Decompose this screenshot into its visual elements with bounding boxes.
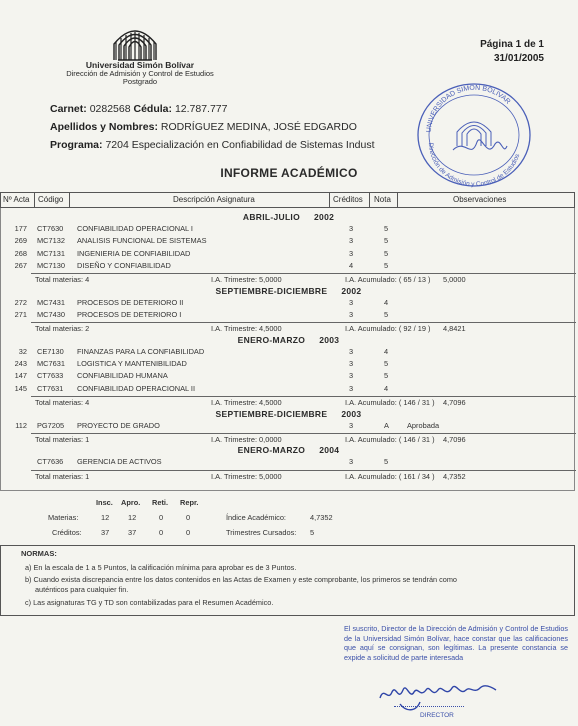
notes-title: NORMAS: — [21, 549, 57, 558]
course-name: CONFIABILIDAD OPERACIONAL II — [77, 383, 196, 393]
course-credits: 3 — [349, 310, 354, 319]
acta-number: 267 — [14, 260, 27, 270]
page-number: Página 1 de 1 — [480, 39, 544, 50]
ia-acumulado: I.A. Acumulado: ( 92 / 19 ) — [345, 324, 431, 334]
course-name: CONFIABILIDAD HUMANA — [77, 371, 168, 381]
name-label: Apellidos y Nombres: — [50, 121, 158, 133]
col-codigo: Código — [38, 195, 64, 204]
ia-acumulado: I.A. Acumulado: ( 146 / 31 ) — [345, 398, 435, 407]
period-header — [1, 409, 576, 419]
ia-trimestre: I.A. Trimestre: 5,0000 — [211, 471, 282, 481]
col-acta: Nº Acta — [3, 195, 30, 204]
certification-text: El suscrito, Director de la Dirección de Admisión y Control de Estudios de la Universidad Simón Bolívar, hace constar que las calificaciones que aquí se consignan, son legítimas. La presente constancia se expide a solicitud de parte interesada — [344, 624, 568, 662]
table-row — [1, 224, 576, 235]
indice-label: Índice Académico: — [226, 513, 286, 522]
table-row — [1, 421, 576, 432]
program-name: Especialización en Confiabilidad de Sistemas Indust — [131, 139, 375, 151]
table-body — [0, 208, 575, 491]
period-header — [1, 212, 576, 222]
note-a: a) En la escala de 1 a 5 Puntos, la calificación mínima para aprobar es de 3 Puntos. — [25, 563, 297, 572]
period-name: ABRIL-JULIO — [242, 212, 301, 222]
student-name: RODRÍGUEZ MEDINA, JOSÉ EDGARDO — [160, 121, 357, 133]
course-code: CT7636 — [37, 457, 64, 467]
student-info — [50, 100, 375, 154]
name-line — [50, 118, 375, 136]
table-row — [1, 384, 576, 395]
course-credits: 3 — [349, 248, 354, 258]
course-credits: 3 — [349, 359, 354, 369]
course-grade: 5 — [384, 371, 389, 381]
table-row — [1, 371, 576, 382]
table-row — [1, 261, 576, 272]
table-header — [0, 192, 575, 208]
trimestres-value: 5 — [310, 528, 315, 537]
col-nota: Nota — [374, 195, 391, 204]
period-name: SEPTIEMBRE-DICIEMBRE — [215, 408, 328, 419]
ia-acumulado: I.A. Acumulado: ( 65 / 13 ) — [345, 275, 431, 285]
acta-number: 145 — [14, 383, 27, 393]
ia-acumulado-value: 4,7096 — [443, 398, 466, 407]
university-name: Universidad Simón Bolívar — [85, 60, 195, 70]
course-name: LOGISTICA Y MANTENIBILIDAD — [77, 359, 187, 369]
course-code: MC7131 — [37, 248, 65, 258]
acta-number: 268 — [14, 248, 27, 258]
course-code: MC7132 — [37, 236, 65, 246]
signature-line — [394, 706, 464, 707]
program-line — [50, 136, 375, 154]
page-info — [480, 38, 544, 66]
course-grade: 4 — [384, 383, 389, 393]
acta-number: 271 — [14, 310, 27, 319]
program-code: 7204 — [105, 139, 129, 151]
course-name: GERENCIA DE ACTIVOS — [77, 457, 162, 467]
note-b: b) Cuando exista discrepancia entre los datos contenidos en las Actas de Examen y este comprobante, los primeros se tendrán como — [25, 575, 457, 584]
carnet-value: 0282568 — [89, 103, 131, 115]
stamp-top-text: UNIVERSIDAD SIMON BOLIVAR — [425, 84, 512, 133]
course-credits: 3 — [349, 371, 354, 381]
creditos-insc: 37 — [101, 528, 110, 537]
period-name: SEPTIEMBRE-DICIEMBRE — [215, 285, 328, 296]
ia-acumulado-value: 5,0000 — [443, 275, 466, 285]
indice-value: 4,7352 — [310, 513, 333, 522]
ia-acumulado: I.A. Acumulado: ( 161 / 34 ) — [345, 471, 435, 481]
acta-number: 112 — [15, 420, 27, 430]
creditos-repr: 0 — [186, 528, 191, 537]
course-grade: 5 — [384, 260, 389, 270]
course-credits: 4 — [349, 260, 354, 270]
period-total — [31, 273, 576, 285]
ia-acumulado: I.A. Acumulado: ( 146 / 31 ) — [345, 434, 435, 444]
ia-acumulado-value: 4,7096 — [443, 434, 466, 444]
ia-acumulado-value: 4,8421 — [443, 324, 466, 334]
materias-reti: 0 — [159, 513, 164, 522]
period-total — [31, 433, 576, 445]
period-name: ENERO-MARZO — [237, 334, 306, 345]
total-materias: Total materias: 4 — [35, 275, 90, 285]
course-name: PROCESOS DE DETERIORO I — [77, 310, 182, 319]
course-name: ANALISIS FUNCIONAL DE SISTEMAS — [77, 236, 207, 246]
period-total — [31, 470, 576, 482]
acta-number: 243 — [14, 359, 27, 369]
period-header — [1, 445, 576, 455]
materias-insc: 12 — [101, 513, 110, 522]
acta-number: 177 — [14, 224, 27, 233]
department-name: Dirección de Admisión y Control de Estudios — [66, 68, 214, 78]
ia-trimestre: I.A. Trimestre: 4,5000 — [211, 398, 282, 407]
course-code: MC7430 — [37, 310, 65, 319]
total-materias: Total materias: 1 — [35, 434, 90, 444]
signature-role: DIRECTOR — [420, 712, 454, 719]
course-name: FINANZAS PARA LA CONFIABILIDAD — [77, 346, 205, 356]
cedula-value: 12.787.777 — [174, 103, 228, 115]
course-credits: 3 — [349, 457, 354, 467]
notes-box — [0, 545, 575, 616]
period-total — [31, 322, 576, 334]
course-code: CE7130 — [37, 346, 64, 356]
ia-trimestre: I.A. Trimestre: 4,5000 — [211, 324, 282, 334]
creditos-reti: 0 — [159, 528, 164, 537]
materias-label: Materias: — [48, 513, 79, 522]
table-row — [1, 236, 576, 247]
acta-number: 272 — [14, 297, 27, 307]
trimestres-label: Trimestres Cursados: — [226, 528, 297, 537]
period-year: 2004 — [319, 445, 340, 456]
course-credits: 3 — [349, 420, 354, 430]
course-name: PROYECTO DE GRADO — [77, 420, 160, 430]
note-b-cont: auténticos para cualquier fin. — [35, 585, 129, 594]
course-observation: Aprobada — [407, 420, 440, 430]
level: Postgrado — [122, 77, 158, 86]
summary-header-insc: Insc. — [96, 498, 113, 507]
course-code: MC7631 — [37, 359, 65, 369]
institution-block — [40, 61, 240, 87]
total-materias: Total materias: 1 — [35, 471, 90, 481]
course-grade: 5 — [384, 457, 389, 467]
ia-trimestre: I.A. Trimestre: 5,0000 — [211, 275, 282, 285]
course-name: CONFIABILIDAD OPERACIONAL I — [77, 224, 193, 233]
period-header — [1, 335, 576, 345]
academic-summary — [0, 496, 575, 542]
note-c: c) Las asignaturas TG y TD son contabilizadas para el Resumen Académico. — [25, 598, 274, 607]
course-grade: 5 — [384, 248, 389, 258]
course-name: DISEÑO Y CONFIABILIDAD — [77, 260, 171, 270]
period-name: ENERO-MARZO — [237, 445, 306, 456]
acta-number: 269 — [14, 236, 27, 246]
summary-header-reti: Reti. — [152, 498, 169, 507]
table-row — [1, 457, 576, 468]
creditos-label: Créditos: — [52, 528, 82, 537]
col-creditos: Créditos — [333, 195, 363, 204]
table-row — [1, 310, 576, 321]
acta-number: 32 — [18, 346, 27, 356]
id-line — [50, 100, 375, 118]
table-row — [1, 347, 576, 358]
materias-repr: 0 — [186, 513, 191, 522]
col-observaciones: Observaciones — [453, 195, 507, 204]
course-grade: 5 — [384, 310, 389, 319]
period-total — [31, 396, 576, 408]
table-row — [1, 298, 576, 309]
course-code: CT7633 — [37, 371, 64, 381]
table-row — [1, 359, 576, 370]
course-credits: 3 — [349, 224, 354, 233]
course-credits: 3 — [349, 236, 354, 246]
creditos-apro: 37 — [128, 528, 137, 537]
course-grade: 4 — [384, 297, 389, 307]
period-year: 2002 — [314, 212, 335, 222]
university-logo — [110, 20, 160, 62]
period-header — [1, 286, 576, 296]
ia-trimestre: I.A. Trimestre: 0,0000 — [211, 434, 282, 444]
course-credits: 3 — [349, 297, 354, 307]
cedula-label: Cédula: — [133, 103, 173, 115]
course-code: CT7631 — [37, 383, 64, 393]
carnet-label: Carnet: — [50, 103, 87, 115]
stamp-bottom-text: Dirección de Admisión y Control de Estudios — [426, 142, 522, 188]
course-name: INGENIERIA DE CONFIABILIDAD — [77, 248, 191, 258]
course-code: MC7130 — [37, 260, 65, 270]
course-code: MC7431 — [37, 297, 65, 307]
period-year: 2003 — [319, 334, 340, 345]
total-materias: Total materias: 2 — [35, 324, 90, 334]
period-year: 2003 — [341, 408, 362, 419]
course-grade: A — [384, 420, 389, 430]
acta-number: 147 — [14, 371, 27, 381]
summary-header-apro: Apro. — [121, 498, 141, 507]
col-descripcion: Descripción Asignatura — [173, 195, 255, 204]
issue-date: 31/01/2005 — [493, 53, 544, 64]
course-code: PG7205 — [37, 420, 65, 430]
course-credits: 3 — [349, 383, 354, 393]
course-grade: 5 — [384, 224, 389, 233]
program-label: Programa: — [50, 139, 103, 151]
course-name: PROCESOS DE DETERIORO II — [77, 297, 184, 307]
total-materias: Total materias: 4 — [35, 398, 90, 407]
report-title: INFORME ACADÉMICO — [220, 166, 358, 180]
course-grade: 4 — [384, 346, 389, 356]
ia-acumulado-value: 4,7352 — [443, 471, 466, 481]
course-grade: 5 — [384, 359, 389, 369]
director-signature — [370, 672, 520, 716]
course-code: CT7630 — [37, 224, 64, 233]
course-credits: 3 — [349, 346, 354, 356]
materias-apro: 12 — [128, 513, 137, 522]
summary-header-repr: Repr. — [180, 498, 199, 507]
course-grade: 5 — [384, 236, 389, 246]
table-row — [1, 249, 576, 260]
period-year: 2002 — [341, 285, 362, 296]
